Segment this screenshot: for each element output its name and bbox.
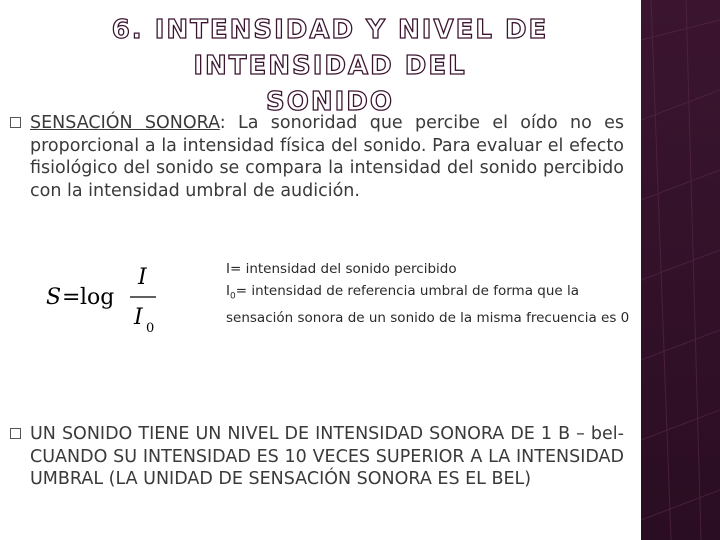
formula-equals: =	[62, 285, 81, 310]
legend-i0-symbol: I	[226, 282, 230, 299]
bullet-sensacion-sonora	[30, 112, 624, 202]
bullet-checkbox-icon	[10, 428, 21, 439]
term-sensacion-sonora: SENSACIÓN SONORA	[30, 113, 220, 133]
formula-legend	[226, 259, 636, 329]
term-colon: :	[219, 113, 226, 133]
legend-line-intensity: I= intensidad del sonido percibido	[226, 261, 457, 277]
page-title	[30, 12, 630, 120]
bullet-1-text: La sonoridad que percibe el oído no es proporcional a la intensidad física del sonido. Para evaluar el efecto fisiológico del sonido se compara la intensidad del sonido percibido con la intensidad umbral de audición.	[30, 113, 624, 201]
bullet-bel-definition: UN SONIDO TIENE UN NIVEL DE INTENSIDAD SONORA DE 1 B – bel- CUANDO SU INTENSIDAD ES 10 VECES SUPERIOR A LA INTENSIDAD UMBRAL (LA UNIDAD DE SENSACIÓN SONORA ES EL BEL)	[30, 424, 624, 489]
formula-denominator-subscript: 0	[146, 321, 155, 336]
legend-line-reference	[226, 281, 636, 330]
right-decorative-panel	[641, 0, 720, 540]
formula-log: log	[80, 285, 115, 310]
title-line-2: SONIDO	[266, 87, 394, 117]
formula-numerator: I	[138, 265, 147, 290]
panel-pattern	[641, 0, 720, 540]
formula-denominator: I	[134, 305, 143, 330]
legend-reference-text: = intensidad de referencia umbral de forma que la sensación sonora de un sonido de la misma frecuencia es 0	[226, 282, 630, 326]
bullet-checkbox-icon	[10, 117, 21, 128]
loudness-formula	[40, 262, 170, 342]
title-line-1: 6. INTENSIDAD Y NIVEL DE INTENSIDAD DEL	[111, 15, 549, 81]
legend-i0-subscript: 0	[229, 291, 236, 302]
formula-lhs: S	[46, 285, 62, 310]
panel-border	[637, 0, 641, 540]
